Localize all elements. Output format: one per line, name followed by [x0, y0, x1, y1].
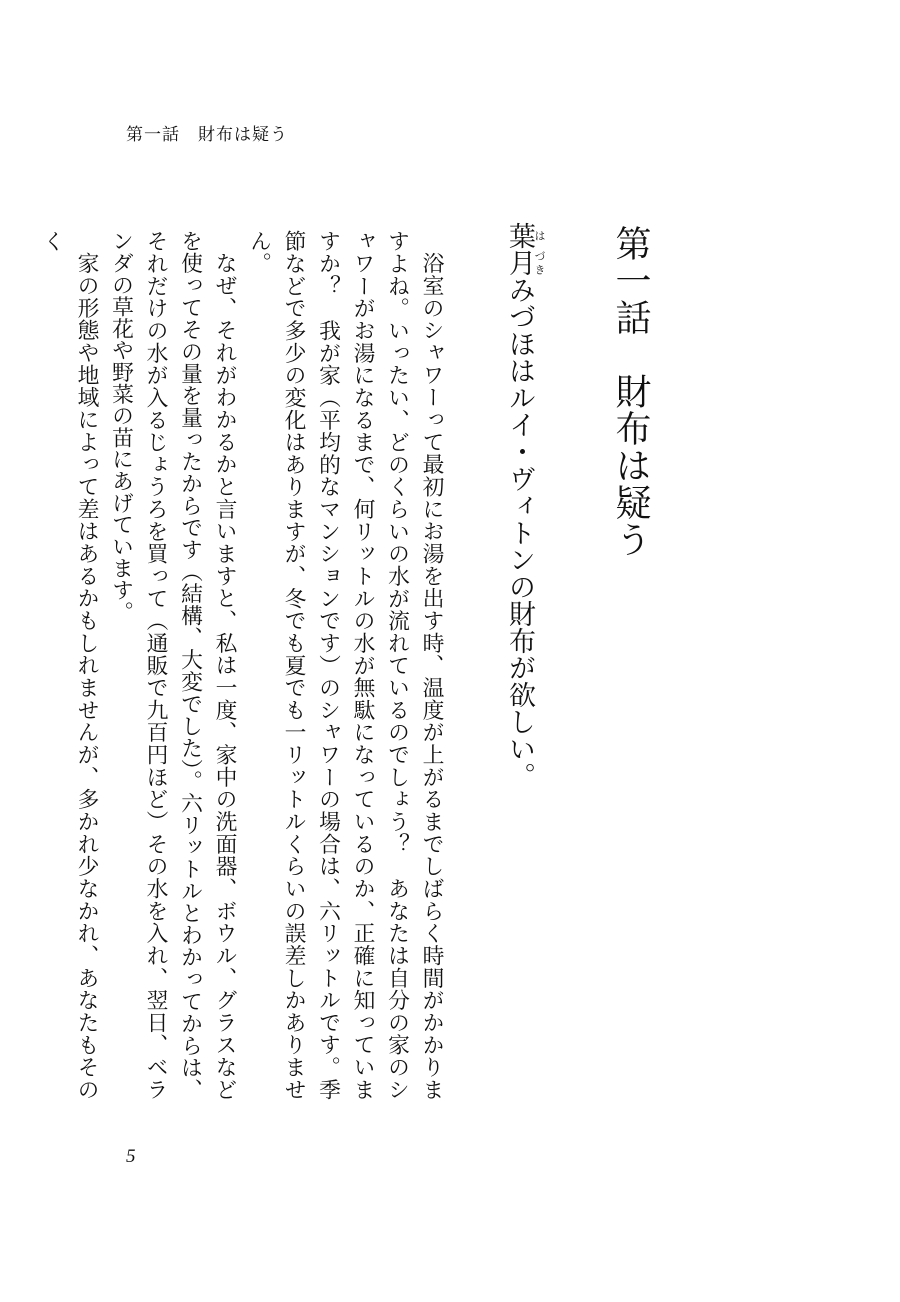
body-text-area [39, 230, 448, 1100]
chapter-title: 第一話 財布は疑う [610, 225, 651, 558]
body-paragraph-2: なぜ、それがわかるかと言いますと、私は一度、家中の洗面器、ボウル、グラスなどを使ってその量を量ったからです（結構、大変でした）。六リットルとわかってからは、それだけの水が入るじょうろを買って（通販で九百円ほど）その水を入れ、翌日、ベランダの草花や野菜の苗にあげています。 [108, 230, 237, 1100]
subtitle-ruby-ha [504, 222, 546, 249]
subtitle-text: みづほはルイ・ヴィトンの財布が欲しい。 [504, 276, 535, 789]
subtitle-second-kanji: 月 [504, 249, 535, 276]
subtitle-ruby-zuki [504, 249, 546, 276]
subtitle-lead-furigana: は [533, 222, 546, 249]
body-paragraph-3: 家の形態や地域によって差はあるかもしれませんが、多かれ少なかれ、あなたもそのく [39, 230, 99, 1100]
body-paragraph-1: 浴室のシャワーって最初にお湯を出す時、温度が上がるまでしばらく時間がかかりますよね。いったい、どのくらいの水が流れているのでしょう？ あなたは自分の家のシャワーがお湯になるまで、何リットルの水が無駄になっているのか、正確に知っていますか？ 我が家（平均的なマンションです）のシャワーの場合は、六リットルです。季節などで多少の変化はありますが、冬でも夏でも一リットルくらいの誤差しかありません。 [246, 230, 444, 1100]
body-text [34, 230, 448, 1100]
subtitle-second-furigana: づき [533, 249, 546, 276]
page-number: 5 [126, 1146, 136, 1167]
chapter-subtitle [506, 222, 546, 789]
running-head: 第一話 財布は疑う [126, 125, 288, 145]
subtitle-lead-kanji: 葉 [504, 222, 535, 249]
